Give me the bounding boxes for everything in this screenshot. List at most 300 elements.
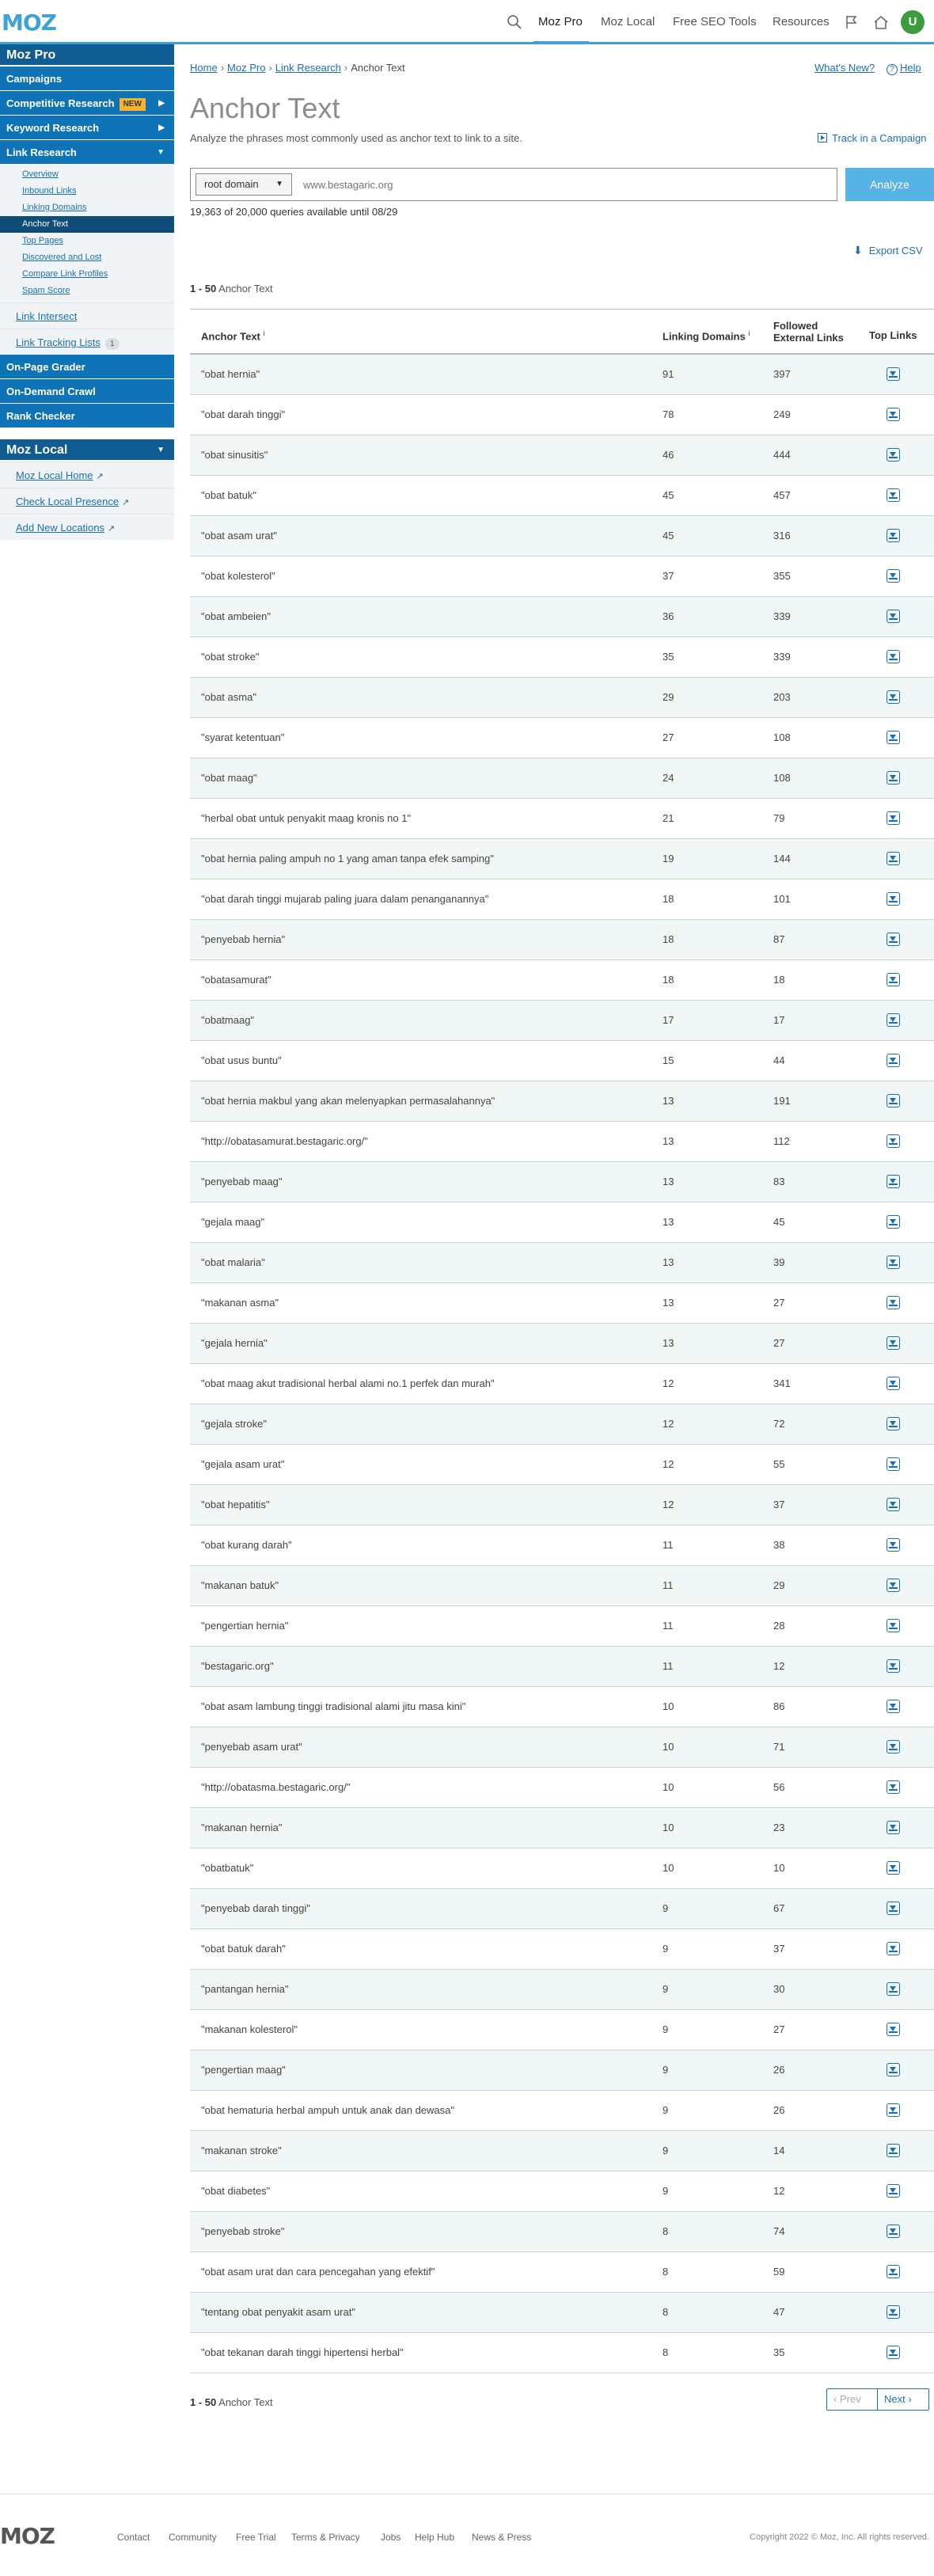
sidebar-item-competitive-research[interactable] — [0, 91, 174, 116]
anchor-text-cell: "obat ambeien" — [201, 610, 271, 622]
expand-top-links-icon[interactable] — [887, 852, 900, 865]
linking-domains-cell: 12 — [663, 1499, 674, 1510]
sidebar-item-link-research[interactable] — [0, 140, 174, 165]
search-icon[interactable] — [507, 14, 522, 30]
expand-top-links-icon[interactable] — [887, 610, 900, 623]
breadcrumb-link-research[interactable]: Link Research — [275, 62, 341, 74]
linking-domains-cell: 9 — [663, 2185, 669, 2197]
footer-moz-logo[interactable]: MOZ — [0, 2523, 55, 2549]
expand-top-links-icon[interactable] — [887, 1134, 900, 1148]
linking-domains-cell: 13 — [663, 1256, 674, 1268]
table-row — [190, 516, 934, 557]
breadcrumb-home[interactable]: Home — [190, 62, 218, 74]
sidebar-header-moz-local[interactable] — [0, 439, 174, 462]
nav-moz-local[interactable]: Moz Local — [601, 15, 655, 28]
followed-external-links-cell: 203 — [773, 691, 791, 703]
anchor-text-cell: "pantangan hernia" — [201, 1983, 289, 1995]
sidebar-item-label: Campaigns — [6, 73, 63, 85]
expand-top-links-icon[interactable] — [887, 2144, 900, 2157]
followed-external-links-cell: 108 — [773, 731, 791, 743]
table-row — [190, 1808, 934, 1848]
anchor-text-cell: "makanan kolesterol" — [201, 2023, 298, 2035]
linking-domains-cell: 12 — [663, 1418, 674, 1430]
table-row — [190, 476, 934, 516]
anchor-text-cell: "obat hematuria herbal ampuh untuk anak dan dewasa" — [201, 2104, 454, 2116]
footer — [0, 2494, 934, 2576]
expand-top-links-icon[interactable] — [887, 731, 900, 744]
table-row — [190, 1485, 934, 1525]
anchor-text-cell: "obat hernia paling ampuh no 1 yang aman tanpa efek samping" — [201, 853, 494, 864]
anchor-text-cell: "obat batuk" — [201, 489, 256, 501]
sidebar-subitem-anchor-text[interactable]: Anchor Text — [0, 216, 174, 233]
domain-scope-value: root domain — [204, 178, 259, 190]
anchor-text-cell: "gejala asam urat" — [201, 1458, 285, 1470]
chevron-right-icon: › — [908, 2393, 912, 2405]
results-range-bottom — [190, 2396, 273, 2408]
expand-top-links-icon[interactable] — [887, 2225, 900, 2238]
followed-external-links-cell: 29 — [773, 1579, 785, 1591]
sidebar-subitem-linking-domains[interactable]: Linking Domains — [22, 203, 87, 212]
linking-domains-cell: 35 — [663, 651, 674, 663]
expand-top-links-icon[interactable] — [887, 1538, 900, 1552]
expand-top-links-icon[interactable] — [887, 1457, 900, 1471]
anchor-text-cell: "makanan hernia" — [201, 1822, 283, 1833]
sidebar-item-link-intersect — [0, 302, 174, 329]
expand-top-links-icon[interactable] — [887, 2063, 900, 2076]
table-row — [190, 435, 934, 476]
linking-domains-cell: 27 — [663, 731, 674, 743]
table-row — [190, 1929, 934, 1970]
table-row — [190, 2010, 934, 2050]
expand-top-links-icon[interactable] — [887, 1659, 900, 1673]
expand-top-links-icon[interactable] — [887, 529, 900, 542]
prev-page-button[interactable] — [827, 2389, 878, 2410]
anchor-text-cell: "obatmaag" — [201, 1014, 255, 1026]
linking-domains-cell: 8 — [663, 2225, 669, 2237]
linking-domains-cell: 9 — [663, 2064, 669, 2076]
expand-top-links-icon[interactable] — [887, 2103, 900, 2117]
table-row — [190, 839, 934, 880]
expand-top-links-icon[interactable] — [887, 1942, 900, 1955]
anchor-text-cell: "penyebab darah tinggi" — [201, 1902, 310, 1914]
sidebar-subitem-overview[interactable]: Overview — [22, 169, 59, 179]
table-row — [190, 1203, 934, 1243]
followed-external-links-cell: 341 — [773, 1377, 791, 1389]
followed-external-links-cell: 17 — [773, 1014, 785, 1026]
followed-external-links-cell: 39 — [773, 1256, 785, 1268]
table-row — [190, 1364, 934, 1404]
linking-domains-cell: 13 — [663, 1176, 674, 1187]
anchor-text-cell: "obat malaria" — [201, 1256, 265, 1268]
linking-domains-cell: 24 — [663, 772, 674, 784]
col-header-anchor-text[interactable] — [201, 329, 265, 342]
followed-external-links-cell: 108 — [773, 772, 791, 784]
count-badge: 1 — [105, 338, 120, 350]
expand-top-links-icon[interactable] — [887, 650, 900, 663]
expand-top-links-icon[interactable] — [887, 811, 900, 825]
anchor-text-cell: "obat usus buntu" — [201, 1054, 282, 1066]
footer-link-help-hub[interactable]: Help Hub — [415, 2532, 455, 2543]
anchor-text-cell: "obat maag" — [201, 772, 257, 784]
expand-top-links-icon[interactable] — [887, 448, 900, 462]
followed-external-links-cell: 23 — [773, 1822, 785, 1833]
expand-top-links-icon[interactable] — [887, 690, 900, 704]
expand-top-links-icon[interactable] — [887, 1336, 900, 1350]
anchor-text-cell: "obat hernia makbul yang akan melenyapkan permasalahannya" — [201, 1095, 495, 1107]
export-label: Export CSV — [868, 245, 923, 256]
range-numbers: 1 - 50 — [190, 2396, 217, 2408]
sidebar-subitem-inbound-links[interactable]: Inbound Links — [22, 186, 77, 196]
whats-new-link[interactable]: What's New? — [814, 62, 875, 74]
domain-scope-select[interactable] — [196, 173, 292, 196]
caret-down-icon: ▼ — [275, 180, 283, 188]
url-input[interactable] — [303, 173, 826, 196]
anchor-text-cell: "obat hepatitis" — [201, 1499, 270, 1510]
linking-domains-cell: 18 — [663, 933, 674, 945]
anchor-text-cell: "herbal obat untuk penyakit maag kronis no 1" — [201, 812, 412, 824]
followed-external-links-cell: 316 — [773, 530, 791, 541]
followed-external-links-cell: 191 — [773, 1095, 791, 1107]
followed-external-links-cell: 112 — [773, 1135, 790, 1147]
expand-top-links-icon[interactable] — [887, 367, 900, 381]
anchor-text-cell: "makanan stroke" — [201, 2145, 282, 2156]
linking-domains-cell: 18 — [663, 893, 674, 905]
expand-top-links-icon[interactable] — [887, 1700, 900, 1713]
table-body — [190, 355, 934, 2373]
nav-resources[interactable]: Resources — [773, 15, 830, 28]
followed-external-links-cell: 12 — [773, 1660, 785, 1672]
top-navigation — [0, 0, 934, 44]
col-header-followed-external-links[interactable] — [773, 320, 844, 344]
nav-moz-pro[interactable]: Moz Pro — [538, 15, 583, 28]
expand-top-links-icon[interactable] — [887, 1498, 900, 1511]
sidebar-subitem-top-pages[interactable]: Top Pages — [22, 236, 63, 245]
followed-external-links-cell: 144 — [773, 853, 791, 864]
linking-domains-cell: 37 — [663, 570, 674, 582]
footer-link-community[interactable]: Community — [169, 2532, 217, 2543]
home-icon[interactable] — [873, 15, 889, 29]
linking-domains-cell: 15 — [663, 1054, 674, 1066]
anchor-text-cell: "http://obatasamurat.bestagaric.org/" — [201, 1135, 368, 1147]
linking-domains-cell: 45 — [663, 530, 674, 541]
next-page-button[interactable] — [878, 2389, 928, 2410]
moz-local-home-link[interactable]: Moz Local Home — [16, 469, 93, 481]
followed-external-links-cell: 35 — [773, 2346, 785, 2358]
followed-external-links-cell: 14 — [773, 2145, 785, 2156]
nav-free-seo-tools[interactable]: Free SEO Tools — [673, 15, 757, 28]
anchor-text-cell: "bestagaric.org" — [201, 1660, 274, 1672]
linking-domains-cell: 12 — [663, 1377, 674, 1389]
expand-top-links-icon[interactable] — [887, 488, 900, 502]
sidebar-subitem-discovered-and-lost[interactable]: Discovered and Lost — [22, 253, 102, 262]
link-tracking-lists-link[interactable]: Link Tracking Lists — [16, 336, 101, 348]
sidebar-item-label: On-Page Grader — [6, 361, 85, 373]
linking-domains-cell: 18 — [663, 974, 674, 986]
table-row — [190, 718, 934, 758]
col-header-label: Anchor Text — [201, 330, 260, 343]
external-link-icon: ↗ — [108, 524, 116, 534]
table-row — [190, 1768, 934, 1808]
download-icon: ⬇ — [853, 244, 863, 256]
breadcrumb-separator: › — [268, 62, 272, 74]
linking-domains-cell: 11 — [663, 1660, 674, 1672]
table-row — [190, 880, 934, 920]
expand-top-links-icon[interactable] — [887, 973, 900, 986]
help-label: Help — [900, 62, 921, 74]
anchor-text-cell: "gejala hernia" — [201, 1337, 268, 1349]
linking-domains-cell: 11 — [663, 1539, 674, 1551]
followed-external-links-cell: 397 — [773, 368, 791, 380]
linking-domains-cell: 8 — [663, 2266, 669, 2278]
table-row — [190, 1324, 934, 1364]
user-avatar[interactable]: U — [901, 10, 925, 34]
footer-link-contact[interactable]: Contact — [117, 2532, 150, 2543]
followed-external-links-cell: 12 — [773, 2185, 785, 2197]
breadcrumb-moz-pro[interactable]: Moz Pro — [227, 62, 266, 74]
linking-domains-cell: 8 — [663, 2346, 669, 2358]
anchor-text-cell: "obat darah tinggi mujarab paling juara dalam penanganannya" — [201, 893, 489, 905]
expand-top-links-icon[interactable] — [887, 771, 900, 785]
chevron-left-icon: ‹ — [833, 2393, 837, 2405]
table-row — [190, 1283, 934, 1324]
footer-link-jobs[interactable]: Jobs — [381, 2532, 401, 2543]
chevron-right-icon: ▶ — [158, 123, 165, 132]
followed-external-links-cell: 28 — [773, 1620, 785, 1632]
linking-domains-cell: 19 — [663, 853, 674, 864]
followed-external-links-cell: 37 — [773, 1499, 785, 1510]
check-local-presence-link[interactable]: Check Local Presence — [16, 496, 120, 507]
followed-external-links-cell: 71 — [773, 1741, 785, 1753]
breadcrumb-separator: › — [344, 62, 348, 74]
table-row — [190, 2293, 934, 2333]
expand-top-links-icon[interactable] — [887, 1861, 900, 1875]
footer-link-terms-privacy[interactable]: Terms & Privacy — [291, 2532, 360, 2543]
expand-top-links-icon[interactable] — [887, 1256, 900, 1269]
help-link[interactable] — [887, 62, 921, 75]
table-row — [190, 1081, 934, 1122]
col-header-top-links: Top Links — [869, 329, 917, 341]
anchor-text-cell: "obat asma" — [201, 691, 256, 703]
followed-external-links-cell: 339 — [773, 651, 791, 663]
expand-top-links-icon[interactable] — [887, 1821, 900, 1834]
linking-domains-cell: 9 — [663, 1902, 669, 1914]
track-in-campaign-link[interactable] — [818, 132, 926, 144]
followed-external-links-cell: 18 — [773, 974, 785, 986]
expand-top-links-icon[interactable] — [887, 2346, 900, 2359]
followed-external-links-cell: 56 — [773, 1781, 785, 1793]
followed-external-links-cell: 37 — [773, 1943, 785, 1955]
col-header-label: External Links — [773, 332, 844, 344]
table-row — [190, 1647, 934, 1687]
next-label: Next — [884, 2393, 906, 2405]
anchor-text-cell: "obat asam urat dan cara pencegahan yang efektif" — [201, 2266, 435, 2278]
range-label: Anchor Text — [218, 283, 273, 294]
anchor-text-cell: "obat asam urat" — [201, 530, 277, 541]
linking-domains-cell: 9 — [663, 2104, 669, 2116]
info-icon[interactable]: i — [748, 329, 750, 337]
sidebar-spacer — [0, 428, 174, 439]
col-header-label: Followed — [773, 320, 818, 332]
table-row — [190, 1001, 934, 1041]
export-csv-link[interactable] — [853, 244, 923, 257]
linking-domains-cell: 9 — [663, 2145, 669, 2156]
table-row — [190, 597, 934, 637]
page-title: Anchor Text — [190, 92, 340, 124]
moz-logo[interactable]: MOZ — [2, 9, 56, 36]
external-link-icon: ↗ — [122, 498, 130, 507]
anchor-text-cell: "http://obatasma.bestagaric.org/" — [201, 1781, 351, 1793]
linking-domains-cell: 10 — [663, 1700, 674, 1712]
range-label: Anchor Text — [218, 2396, 273, 2408]
sidebar-item-label: Rank Checker — [6, 410, 75, 422]
track-label: Track in a Campaign — [832, 132, 927, 144]
chevron-down-icon: ▼ — [157, 148, 165, 157]
expand-top-links-icon[interactable] — [887, 569, 900, 583]
sidebar-item-link-tracking — [0, 329, 174, 355]
linking-domains-cell: 91 — [663, 368, 674, 380]
breadcrumb — [190, 62, 405, 74]
followed-external-links-cell: 457 — [773, 489, 791, 501]
table-row — [190, 2171, 934, 2212]
external-link-icon: ↗ — [96, 472, 104, 481]
followed-external-links-cell: 249 — [773, 408, 791, 420]
anchor-text-cell: "pengertian maag" — [201, 2064, 286, 2076]
expand-top-links-icon[interactable] — [887, 1740, 900, 1753]
search-box — [190, 168, 837, 201]
sidebar-header-moz-pro[interactable]: Moz Pro — [0, 44, 174, 66]
linking-domains-cell: 12 — [663, 1458, 674, 1470]
expand-top-links-icon[interactable] — [887, 2184, 900, 2198]
linking-domains-cell: 11 — [663, 1620, 674, 1632]
followed-external-links-cell: 87 — [773, 933, 785, 945]
table-row — [190, 1727, 934, 1768]
followed-external-links-cell: 83 — [773, 1176, 785, 1187]
col-header-label: Linking Domains — [663, 330, 746, 343]
track-icon — [818, 133, 827, 142]
followed-external-links-cell: 45 — [773, 1216, 785, 1228]
col-header-linking-domains[interactable] — [663, 329, 750, 342]
linking-domains-cell: 78 — [663, 408, 674, 420]
followed-external-links-cell: 444 — [773, 449, 791, 461]
sidebar-subitem-spam-score[interactable]: Spam Score — [22, 286, 70, 295]
anchor-text-cell: "obat maag akut tradisional herbal alami no.1 perfek dan murah" — [201, 1377, 495, 1389]
analyze-button[interactable]: Analyze — [845, 168, 934, 201]
expand-top-links-icon[interactable] — [887, 1013, 900, 1027]
anchor-text-cell: "obat stroke" — [201, 651, 260, 663]
expand-top-links-icon[interactable] — [887, 408, 900, 421]
copyright: Copyright 2022 © Moz, Inc. All rights reserved. — [750, 2532, 929, 2542]
sidebar-item-rank-checker[interactable] — [0, 404, 174, 428]
table-row — [190, 1243, 934, 1283]
table-row — [190, 2252, 934, 2293]
table-row — [190, 799, 934, 839]
expand-top-links-icon[interactable] — [887, 1215, 900, 1229]
expand-top-links-icon[interactable] — [887, 1175, 900, 1188]
linking-domains-cell: 13 — [663, 1297, 674, 1309]
breadcrumb-current: Anchor Text — [351, 62, 405, 74]
linking-domains-cell: 21 — [663, 812, 674, 824]
expand-top-links-icon[interactable] — [887, 1094, 900, 1108]
expand-top-links-icon[interactable] — [887, 933, 900, 946]
link-intersect-link[interactable]: Link Intersect — [16, 310, 78, 322]
followed-external-links-cell: 27 — [773, 1297, 785, 1309]
anchor-text-cell: "obat darah tinggi" — [201, 408, 286, 420]
followed-external-links-cell: 74 — [773, 2225, 785, 2237]
anchor-text-cell: "makanan batuk" — [201, 1579, 279, 1591]
expand-top-links-icon[interactable] — [887, 1780, 900, 1794]
table-row — [190, 1848, 934, 1889]
expand-top-links-icon[interactable] — [887, 2305, 900, 2319]
table-row — [190, 1606, 934, 1647]
sidebar-item-on-demand-crawl[interactable] — [0, 379, 174, 404]
table-row — [190, 1525, 934, 1566]
chevron-down-icon: ▼ — [157, 446, 165, 454]
sidebar-item-on-page-grader[interactable] — [0, 355, 174, 379]
table-row — [190, 2333, 934, 2373]
table-row — [190, 1970, 934, 2010]
sidebar-item-campaigns[interactable] — [0, 66, 174, 91]
flag-icon[interactable] — [845, 15, 859, 29]
anchor-text-cell: "obat batuk darah" — [201, 1943, 286, 1955]
new-badge: NEW — [120, 98, 146, 111]
expand-top-links-icon[interactable] — [887, 1296, 900, 1309]
help-icon: ? — [887, 64, 898, 75]
linking-domains-cell: 45 — [663, 489, 674, 501]
expand-top-links-icon[interactable] — [887, 1982, 900, 1996]
anchor-text-cell: "penyebab maag" — [201, 1176, 283, 1187]
footer-link-news-press[interactable]: News & Press — [472, 2532, 532, 2543]
anchor-text-cell: "obat asam lambung tinggi tradisional alami jitu masa kini" — [201, 1700, 466, 1712]
table-row — [190, 678, 934, 718]
linking-domains-cell: 13 — [663, 1095, 674, 1107]
sidebar-subitem-compare-link-profiles[interactable]: Compare Link Profiles — [22, 269, 108, 279]
anchor-text-cell: "obat kurang darah" — [201, 1539, 292, 1551]
table-row — [190, 637, 934, 678]
followed-external-links-cell: 67 — [773, 1902, 785, 1914]
sidebar-item-keyword-research[interactable] — [0, 116, 174, 140]
expand-top-links-icon[interactable] — [887, 1579, 900, 1592]
add-new-locations-link[interactable]: Add New Locations — [16, 522, 105, 534]
table-row — [190, 395, 934, 435]
linking-domains-cell: 13 — [663, 1337, 674, 1349]
followed-external-links-cell: 79 — [773, 812, 785, 824]
expand-top-links-icon[interactable] — [887, 1619, 900, 1632]
expand-top-links-icon[interactable] — [887, 2023, 900, 2036]
anchor-text-table — [190, 309, 934, 2373]
expand-top-links-icon[interactable] — [887, 892, 900, 906]
expand-top-links-icon[interactable] — [887, 1902, 900, 1915]
table-header — [190, 309, 934, 355]
expand-top-links-icon[interactable] — [887, 1377, 900, 1390]
linking-domains-cell: 11 — [663, 1579, 674, 1591]
anchor-text-cell: "penyebab asam urat" — [201, 1741, 302, 1753]
expand-top-links-icon[interactable] — [887, 1054, 900, 1067]
page-subtitle: Analyze the phrases most commonly used as anchor text to link to a site. — [190, 132, 522, 144]
expand-top-links-icon[interactable] — [887, 2265, 900, 2278]
expand-top-links-icon[interactable] — [887, 1417, 900, 1430]
sidebar-item-label: Keyword Research — [6, 122, 100, 134]
footer-link-free-trial[interactable]: Free Trial — [236, 2532, 276, 2543]
linking-domains-cell: 9 — [663, 1943, 669, 1955]
anchor-text-cell: "syarat ketentuan" — [201, 731, 285, 743]
prev-label: Prev — [839, 2393, 861, 2405]
followed-external-links-cell: 44 — [773, 1054, 785, 1066]
anchor-text-cell: "penyebab stroke" — [201, 2225, 285, 2237]
table-row — [190, 1687, 934, 1727]
info-icon[interactable]: i — [263, 329, 265, 337]
anchor-text-cell: "obat tekanan darah tinggi hipertensi herbal" — [201, 2346, 404, 2358]
followed-external-links-cell: 26 — [773, 2064, 785, 2076]
